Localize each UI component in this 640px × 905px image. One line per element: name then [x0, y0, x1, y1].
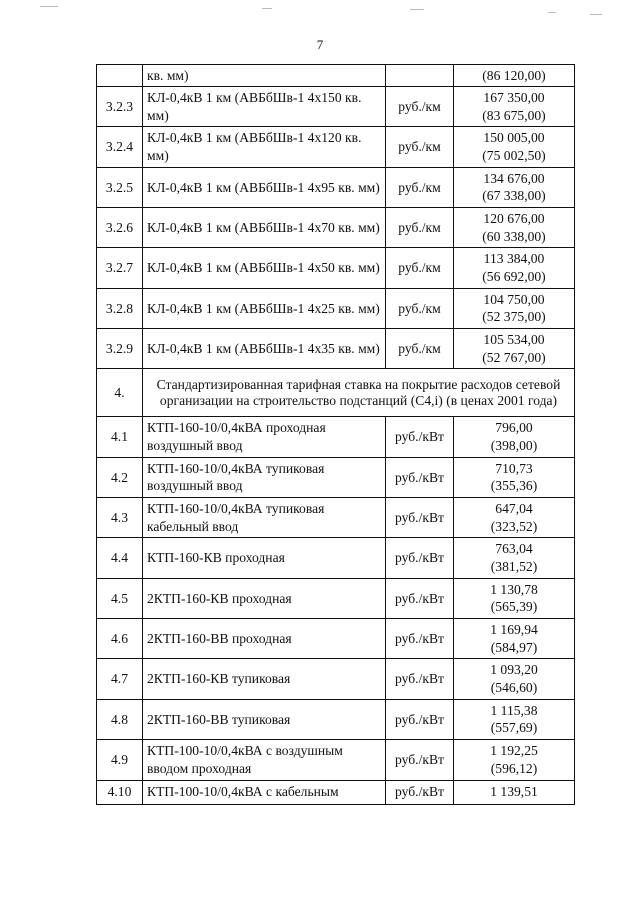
row-unit: руб./кВт [386, 659, 454, 699]
row-unit: руб./км [386, 329, 454, 369]
row-name: КЛ-0,4кВ 1 км (АВБбШв-1 4х95 кв. мм) [143, 167, 386, 207]
row-number: 3.2.9 [97, 329, 143, 369]
row-unit: руб./кВт [386, 619, 454, 659]
row-name: кв. мм) [143, 65, 386, 87]
section-3-rows [97, 87, 575, 369]
price-value: 1 093,20 [490, 662, 538, 678]
row-price [454, 619, 575, 659]
row-number: 3.2.7 [97, 248, 143, 288]
price-value-alt: (56 692,00) [482, 269, 546, 285]
scan-artifact [40, 6, 58, 7]
row-price [454, 208, 575, 248]
row-name: КТП-100-10/0,4кВА с воздушным вводом проходная [143, 740, 386, 780]
price-value-alt: (565,39) [490, 599, 538, 615]
row-name: КЛ-0,4кВ 1 км (АВБбШв-1 4х25 кв. мм) [143, 288, 386, 328]
row-unit: руб./км [386, 127, 454, 167]
row-price [454, 248, 575, 288]
row-number: 4.7 [97, 659, 143, 699]
row-number: 3.2.5 [97, 167, 143, 207]
section-header-row [97, 369, 575, 417]
table-row [97, 248, 575, 288]
row-name: КТП-160-КВ проходная [143, 538, 386, 578]
price-value-alt: (557,69) [490, 720, 538, 736]
row-unit: руб./км [386, 208, 454, 248]
row-unit: руб./кВт [386, 498, 454, 538]
price-value: 796,00 [495, 420, 533, 436]
row-name: КЛ-0,4кВ 1 км (АВБбШв-1 4х70 кв. мм) [143, 208, 386, 248]
row-price [454, 87, 575, 127]
row-number: 4.2 [97, 457, 143, 497]
row-unit: руб./кВт [386, 538, 454, 578]
row-name: 2КТП-160-КВ проходная [143, 578, 386, 618]
table-row [97, 417, 575, 457]
row-unit: руб./км [386, 167, 454, 207]
price-value-alt: (75 002,50) [482, 148, 546, 164]
section-title: Стандартизированная тарифная ставка на покрытие расходов сетевой организации на строительство подстанций (С4,i) (в ценах 2001 года) [143, 369, 575, 417]
table-row [97, 538, 575, 578]
row-name: КТП-160-10/0,4кВА тупиковая кабельный ввод [143, 498, 386, 538]
row-unit: руб./км [386, 87, 454, 127]
table-row [97, 740, 575, 780]
table-row [97, 167, 575, 207]
price-value: 1 130,78 [490, 581, 538, 597]
table-row [97, 208, 575, 248]
row-name: КЛ-0,4кВ 1 км (АВБбШв-1 4х50 кв. мм) [143, 248, 386, 288]
price-value: 1 192,25 [490, 743, 538, 759]
row-name: 2КТП-160-ВВ проходная [143, 619, 386, 659]
table-row [97, 619, 575, 659]
table-row [97, 659, 575, 699]
price-value-alt: (52 375,00) [482, 309, 546, 325]
row-unit: руб./кВт [386, 740, 454, 780]
row-unit: руб./кВт [386, 417, 454, 457]
price-value-alt: (584,97) [490, 639, 538, 655]
price-value: 150 005,00 [483, 130, 545, 146]
table-row [97, 87, 575, 127]
row-number: 3.2.3 [97, 87, 143, 127]
price-value: 167 350,00 [483, 90, 545, 105]
price-value: 105 534,00 [483, 332, 545, 348]
row-price [454, 699, 575, 739]
price-value: 134 676,00 [483, 170, 545, 186]
scan-artifact [590, 14, 602, 15]
price-value: 104 750,00 [483, 291, 545, 307]
section-4-rows [97, 417, 575, 780]
row-name: 2КТП-160-КВ тупиковая [143, 659, 386, 699]
table-row [97, 780, 575, 804]
price-value-alt: (381,52) [490, 559, 538, 575]
row-price [454, 167, 575, 207]
row-number: 4.6 [97, 619, 143, 659]
price-value: 647,04 [495, 501, 533, 517]
row-number: 3.2.6 [97, 208, 143, 248]
row-number: 4.1 [97, 417, 143, 457]
price-value-alt: (52 767,00) [482, 349, 546, 365]
price-value-alt: (323,52) [490, 518, 538, 534]
scan-artifact [410, 9, 424, 10]
row-price: 1 139,51 [454, 780, 575, 804]
section-number: 4. [97, 369, 143, 417]
row-number: 3.2.4 [97, 127, 143, 167]
row-price [454, 659, 575, 699]
price-value-alt: (67 338,00) [482, 188, 546, 204]
table-row [97, 457, 575, 497]
price-value-alt: (60 338,00) [482, 228, 546, 244]
price-value: 113 384,00 [483, 251, 545, 267]
table-row [97, 127, 575, 167]
row-name: КТП-160-10/0,4кВА тупиковая воздушный ввод [143, 457, 386, 497]
price-value-alt: (83 675,00) [482, 107, 546, 123]
row-price: (86 120,00) [454, 65, 575, 87]
row-name: КТП-100-10/0,4кВА с кабельным [143, 780, 386, 804]
scan-artifact [262, 8, 272, 9]
row-name: КЛ-0,4кВ 1 км (АВБбШв-1 4х35 кв. мм) [143, 329, 386, 369]
row-number: 4.9 [97, 740, 143, 780]
price-value: 1 115,38 [490, 702, 538, 718]
row-price [454, 329, 575, 369]
table-row [97, 699, 575, 739]
table-row [97, 329, 575, 369]
row-price [454, 417, 575, 457]
row-name: КТП-160-10/0,4кВА проходная воздушный ввод [143, 417, 386, 457]
table-row [97, 288, 575, 328]
row-name: КЛ-0,4кВ 1 км (АВБбШв-1 4х120 кв. мм) [143, 127, 386, 167]
row-price [454, 740, 575, 780]
scan-artifact [548, 12, 556, 13]
row-unit: руб./кВт [386, 457, 454, 497]
price-value: 763,04 [495, 541, 533, 557]
row-name: 2КТП-160-ВВ тупиковая [143, 699, 386, 739]
row-price [454, 127, 575, 167]
table-row [97, 578, 575, 618]
row-unit: руб./км [386, 248, 454, 288]
row-number: 3.2.8 [97, 288, 143, 328]
price-value: 1 169,94 [490, 622, 538, 638]
row-unit: руб./км [386, 288, 454, 328]
tariff-table [96, 64, 575, 805]
price-value-alt: (546,60) [490, 680, 538, 696]
page-number: 7 [316, 37, 324, 52]
row-name: КЛ-0,4кВ 1 км (АВБбШв-1 4х150 кв. мм) [143, 87, 386, 127]
price-value: 120 676,00 [483, 211, 545, 227]
row-unit: руб./кВт [386, 578, 454, 618]
price-value-alt: (398,00) [490, 438, 538, 454]
row-number [97, 65, 143, 87]
price-value-alt: (596,12) [490, 760, 538, 776]
row-number: 4.5 [97, 578, 143, 618]
row-unit: руб./кВт [386, 699, 454, 739]
row-number: 4.8 [97, 699, 143, 739]
row-price [454, 538, 575, 578]
table-row [97, 498, 575, 538]
row-price [454, 457, 575, 497]
price-value: 710,73 [495, 460, 533, 476]
table-row [97, 65, 575, 87]
price-value-alt: (355,36) [490, 478, 538, 494]
row-unit [386, 65, 454, 87]
row-number: 4.4 [97, 538, 143, 578]
row-price [454, 498, 575, 538]
row-price [454, 288, 575, 328]
row-number: 4.3 [97, 498, 143, 538]
row-number: 4.10 [97, 780, 143, 804]
row-price [454, 578, 575, 618]
row-unit: руб./кВт [386, 780, 454, 804]
